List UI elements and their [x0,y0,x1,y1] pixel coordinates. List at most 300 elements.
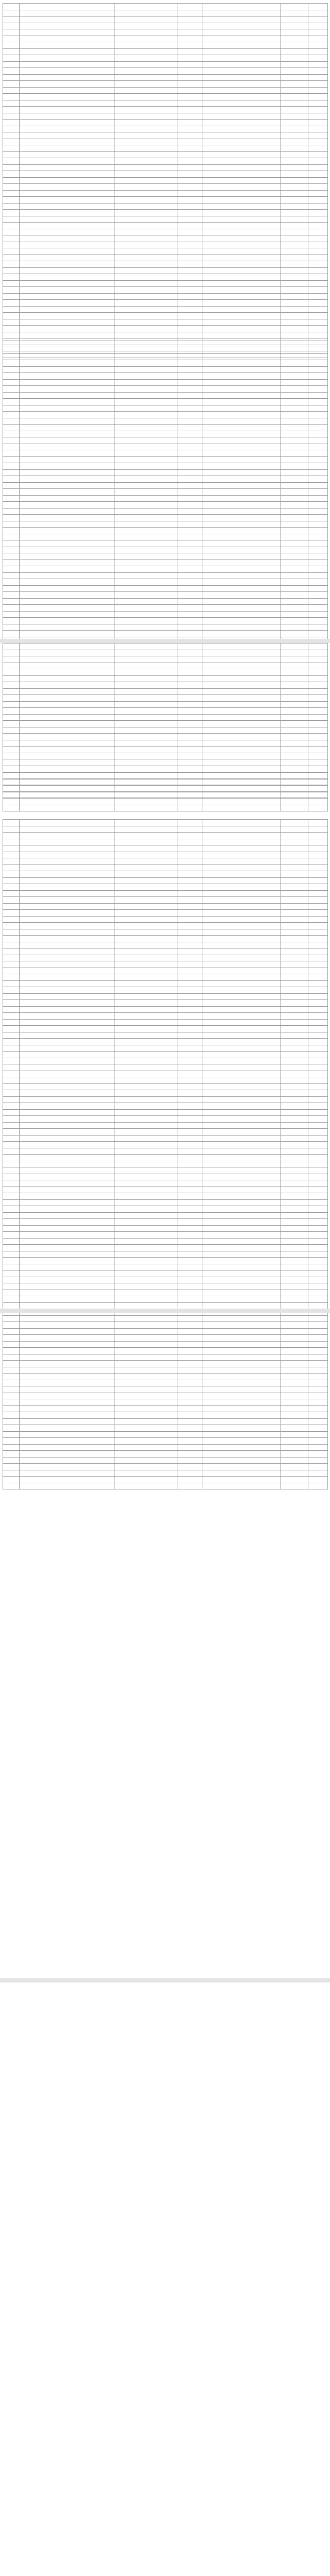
table-cell [177,113,203,120]
table-row [3,313,328,319]
table-cell [3,145,20,152]
table-cell [20,463,114,470]
table-cell [3,884,20,891]
table-cell [114,884,177,891]
table-cell [177,579,203,586]
table-cell [280,910,308,917]
table-cell [20,528,114,534]
table-cell [308,1077,328,1084]
table-cell [20,177,114,184]
table-cell [177,1270,203,1277]
table-row [3,753,328,759]
table-cell [308,987,328,994]
table-cell [177,534,203,540]
table-cell [114,656,177,663]
table-cell [203,534,280,540]
table-cell [114,145,177,152]
table-cell [280,145,308,152]
table-cell [177,405,203,412]
table-cell [308,540,328,547]
table-cell [203,631,280,637]
table-cell [3,287,20,294]
table-cell [280,1302,308,1309]
table-cell [3,1148,20,1155]
table-cell [3,431,20,437]
table-cell [203,560,280,566]
table-cell [177,980,203,987]
table-cell [308,392,328,399]
table-row [3,572,328,579]
table-cell [308,261,328,268]
table-cell [114,223,177,229]
table-cell [280,1026,308,1032]
table-cell [203,1199,280,1206]
table-cell [308,1174,328,1180]
table-row [3,16,328,23]
table-cell [308,1039,328,1045]
table-row [3,1077,328,1084]
table-cell [280,87,308,94]
table-cell [177,100,203,107]
table-cell [20,1470,114,1477]
table-cell [280,714,308,721]
table-cell [280,753,308,759]
table-row [3,936,328,942]
table-cell [114,779,177,786]
table-cell [20,242,114,248]
table-row [3,1464,328,1470]
table-cell [308,845,328,852]
table-cell [114,1328,177,1335]
table-cell [3,229,20,235]
table-cell [280,877,308,884]
table-cell [114,643,177,650]
table-cell [203,515,280,521]
table-cell [20,1167,114,1174]
table-cell [203,399,280,405]
table-cell [114,61,177,68]
table-cell [20,1083,114,1090]
table-cell [308,688,328,695]
table-cell [20,203,114,210]
table-cell [203,81,280,88]
table-cell [114,1026,177,1032]
table-cell [203,792,280,799]
table-cell [203,16,280,23]
table-cell [114,1341,177,1348]
table-cell [203,547,280,553]
table-cell [177,1045,203,1052]
table-cell [114,10,177,16]
table-cell [280,968,308,974]
table-cell [203,1129,280,1136]
table-cell [203,107,280,113]
table-cell [20,993,114,1000]
table-cell [280,74,308,81]
table-cell [177,1374,203,1380]
table-cell [280,1193,308,1200]
table-cell [3,1374,20,1380]
table-cell [280,865,308,871]
table-cell [20,287,114,294]
table-cell [114,1405,177,1412]
table-row [3,955,328,961]
table-cell [20,353,114,360]
table-cell [177,437,203,444]
table-row [3,495,328,502]
table-cell [308,55,328,62]
table-cell [3,858,20,865]
table-cell [20,1483,114,1489]
table-cell [308,528,328,534]
table-cell [280,1405,308,1412]
table-cell [280,1000,308,1007]
table-cell [3,1258,20,1264]
table-cell [308,1155,328,1161]
table-row [3,502,328,509]
table-cell [20,987,114,994]
table-cell [114,229,177,235]
table-cell [203,1328,280,1335]
table-cell [3,107,20,113]
table-cell [177,923,203,929]
table-cell [203,235,280,242]
table-cell [114,164,177,171]
table-cell [177,306,203,313]
table-cell [280,605,308,612]
table-cell [280,1155,308,1161]
table-cell [3,100,20,107]
table-row [3,1431,328,1438]
table-cell [20,87,114,94]
table-cell [177,158,203,165]
table-cell [3,353,20,360]
table-cell [114,695,177,702]
table-cell [177,319,203,326]
table-cell [114,353,177,360]
table-cell [114,1148,177,1155]
table-row [3,242,328,248]
table-cell [308,1206,328,1213]
table-cell [308,463,328,470]
table-cell [20,916,114,923]
table-cell [203,1206,280,1213]
table-cell [308,1425,328,1432]
table-row [3,229,328,235]
table-cell [308,502,328,509]
table-cell [308,968,328,974]
table-cell [308,727,328,734]
table-cell [3,566,20,573]
table-cell [3,1302,20,1309]
table-cell [20,910,114,917]
table-cell [114,360,177,367]
table-cell [20,1296,114,1303]
table-cell [3,450,20,457]
table-row [3,463,328,470]
table-row [3,1180,328,1187]
table-row [3,708,328,715]
table-row [3,980,328,987]
table-cell [114,1142,177,1148]
table-cell [20,839,114,845]
table-cell [203,100,280,107]
table-cell [177,1199,203,1206]
table-cell [280,1457,308,1464]
table-cell [20,366,114,373]
table-cell [20,1425,114,1432]
table-cell [280,437,308,444]
table-cell [308,4,328,10]
table-cell [308,624,328,631]
table-cell [20,1187,114,1193]
table-cell [20,560,114,566]
table-cell [203,341,280,347]
table-cell [114,1032,177,1039]
table-cell [114,55,177,62]
table-cell [114,1418,177,1425]
table-cell [177,1096,203,1103]
table-cell [20,1142,114,1148]
table-cell [114,1096,177,1103]
table-cell [3,1058,20,1064]
table-cell [177,1399,203,1406]
table-cell [308,993,328,1000]
table-cell [203,450,280,457]
table-row [3,845,328,852]
table-cell [3,242,20,248]
table-cell [308,916,328,923]
table-row [3,1045,328,1052]
table-cell [203,274,280,281]
table-cell [3,1206,20,1213]
table-cell [308,779,328,786]
table-row [3,287,328,294]
table-cell [20,1245,114,1251]
table-cell [114,1251,177,1258]
table-cell [177,1483,203,1489]
table-cell [3,845,20,852]
table-cell [3,1270,20,1277]
table-row [3,1039,328,1045]
table-cell [308,1083,328,1090]
table-cell [3,579,20,586]
table-cell [203,968,280,974]
table-cell [177,1135,203,1142]
table-cell [114,1354,177,1361]
table-cell [280,1418,308,1425]
table-cell [280,1425,308,1432]
table-cell [308,1354,328,1361]
table-cell [280,379,308,386]
table-row [3,656,328,663]
table-row [3,81,328,88]
table-cell [280,553,308,560]
table-cell [280,306,308,313]
table-cell [308,1328,328,1335]
table-cell [280,48,308,55]
table-cell [3,347,20,354]
table-cell [203,579,280,586]
page-separator [0,639,330,643]
table-cell [114,534,177,540]
table-cell [280,502,308,509]
table-cell [3,177,20,184]
table-cell [308,1045,328,1052]
table-cell [3,1315,20,1322]
table-cell [308,766,328,772]
table-cell [308,405,328,412]
table-row [3,528,328,534]
table-cell [3,223,20,229]
table-row [3,1000,328,1007]
table-cell [20,1206,114,1213]
table-cell [3,1193,20,1200]
table-cell [20,1464,114,1470]
table-cell [203,319,280,326]
table-cell [20,1193,114,1200]
table-cell [308,476,328,483]
table-cell [114,139,177,145]
table-row [3,210,328,216]
table-cell [280,1109,308,1116]
table-cell [3,216,20,223]
table-cell [177,450,203,457]
table-cell [203,405,280,412]
table-cell [20,94,114,100]
table-cell [114,489,177,496]
table-cell [203,1418,280,1425]
table-cell [203,1019,280,1026]
table-cell [203,747,280,753]
table-cell [3,255,20,261]
table-cell [308,1142,328,1148]
table-cell [177,392,203,399]
table-cell [114,431,177,437]
table-cell [3,1412,20,1419]
table-cell [280,267,308,274]
table-row [3,675,328,682]
table-cell [20,1103,114,1110]
table-cell [3,1405,20,1412]
table-cell [203,1361,280,1367]
table-cell [114,463,177,470]
table-cell [20,151,114,158]
table-cell [203,618,280,624]
table-row [3,1322,328,1329]
table-row [3,347,328,354]
table-cell [280,431,308,437]
table-cell [280,974,308,981]
table-cell [177,605,203,612]
table-cell [177,721,203,727]
table-cell [20,1393,114,1399]
table-cell [114,366,177,373]
table-cell [308,948,328,955]
table-cell [280,734,308,740]
table-cell [308,910,328,917]
table-row [3,23,328,29]
table-cell [308,1315,328,1322]
table-cell [114,210,177,216]
table-cell [177,695,203,702]
table-cell [308,450,328,457]
table-cell [280,139,308,145]
table-cell [114,877,177,884]
table-cell [114,521,177,528]
table-cell [203,993,280,1000]
table-cell [3,373,20,380]
table-row [3,560,328,566]
table-cell [308,547,328,553]
table-cell [20,23,114,29]
table-cell [177,792,203,799]
table-cell [3,1077,20,1084]
table-cell [20,1019,114,1026]
table-row [3,1032,328,1039]
table-cell [177,708,203,715]
table-cell [203,942,280,948]
table-cell [280,1019,308,1026]
table-cell [3,1006,20,1013]
table-cell [308,955,328,961]
table-cell [177,1251,203,1258]
table-cell [177,1277,203,1283]
table-cell [308,16,328,23]
table-cell [280,1470,308,1477]
table-cell [280,1090,308,1097]
table-cell [114,300,177,307]
table-cell [177,399,203,405]
table-cell [114,29,177,36]
table-cell [177,16,203,23]
table-cell [177,300,203,307]
table-cell [203,145,280,152]
table-cell [114,1245,177,1251]
table-cell [114,1238,177,1245]
table-cell [308,753,328,759]
table-cell [280,1354,308,1361]
table-cell [280,1438,308,1445]
table-row [3,1270,328,1277]
table-cell [308,1135,328,1142]
table-cell [203,223,280,229]
table-cell [3,942,20,948]
table-cell [308,444,328,450]
table-row [3,489,328,496]
table-cell [203,833,280,839]
table-cell [177,1058,203,1064]
table-cell [280,1187,308,1193]
table-row [3,734,328,740]
table-cell [3,61,20,68]
table-cell [177,10,203,16]
table-cell [114,1058,177,1064]
table-cell [114,708,177,715]
table-cell [20,786,114,792]
table-cell [3,261,20,268]
table-cell [3,197,20,204]
table-cell [114,669,177,676]
table-row [3,1174,328,1180]
table-cell [3,1425,20,1432]
table-row [3,701,328,708]
table-cell [114,81,177,88]
table-cell [177,1161,203,1167]
table-cell [308,81,328,88]
table-cell [3,773,20,779]
table-cell [20,1109,114,1116]
